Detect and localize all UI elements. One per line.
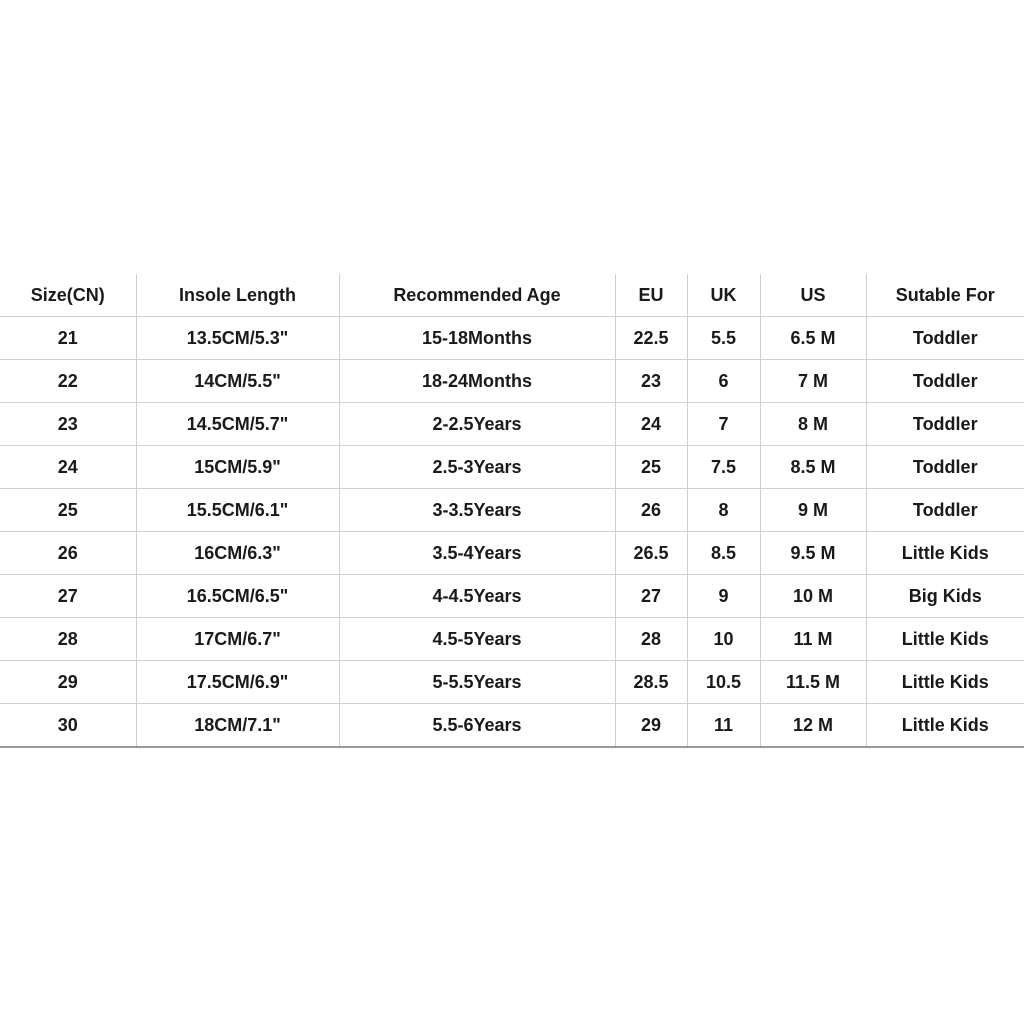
suitable-for-header: Sutable For (866, 274, 1024, 317)
size-cn-cell: 22 (0, 360, 136, 403)
size-cn-cell: 28 (0, 618, 136, 661)
insole-length-cell: 13.5CM/5.3" (136, 317, 339, 360)
table-row (0, 704, 1024, 748)
uk-size-cell: 10.5 (687, 661, 760, 704)
size-cn-cell: 24 (0, 446, 136, 489)
suitable-for-cell: Toddler (866, 360, 1024, 403)
size-cn-header: Size(CN) (0, 274, 136, 317)
uk-size-cell: 8 (687, 489, 760, 532)
insole-length-cell: 16CM/6.3" (136, 532, 339, 575)
us-size-cell: 10 M (760, 575, 866, 618)
suitable-for-cell: Little Kids (866, 661, 1024, 704)
uk-size-cell: 7 (687, 403, 760, 446)
eu-size-cell: 27 (615, 575, 687, 618)
recommended-age-cell: 2.5-3Years (339, 446, 615, 489)
insole-length-cell: 14CM/5.5" (136, 360, 339, 403)
us-size-cell: 9 M (760, 489, 866, 532)
header-row (0, 274, 1024, 317)
insole-length-cell: 16.5CM/6.5" (136, 575, 339, 618)
us-size-cell: 7 M (760, 360, 866, 403)
size-cn-cell: 30 (0, 704, 136, 748)
table-row (0, 360, 1024, 403)
insole-length-cell: 17CM/6.7" (136, 618, 339, 661)
suitable-for-cell: Toddler (866, 317, 1024, 360)
eu-size-cell: 24 (615, 403, 687, 446)
recommended-age-cell: 15-18Months (339, 317, 615, 360)
insole-length-cell: 14.5CM/5.7" (136, 403, 339, 446)
recommended-age-cell: 5-5.5Years (339, 661, 615, 704)
recommended-age-cell: 4.5-5Years (339, 618, 615, 661)
insole-length-cell: 17.5CM/6.9" (136, 661, 339, 704)
suitable-for-cell: Little Kids (866, 532, 1024, 575)
uk-size-cell: 8.5 (687, 532, 760, 575)
us-header: US (760, 274, 866, 317)
insole-length-header: Insole Length (136, 274, 339, 317)
size-chart-table (0, 274, 1024, 748)
us-size-cell: 8.5 M (760, 446, 866, 489)
table-row (0, 661, 1024, 704)
suitable-for-cell: Toddler (866, 446, 1024, 489)
suitable-for-cell: Toddler (866, 489, 1024, 532)
size-cn-cell: 21 (0, 317, 136, 360)
us-size-cell: 8 M (760, 403, 866, 446)
uk-size-cell: 9 (687, 575, 760, 618)
us-size-cell: 11 M (760, 618, 866, 661)
suitable-for-cell: Big Kids (866, 575, 1024, 618)
recommended-age-cell: 3.5-4Years (339, 532, 615, 575)
size-cn-cell: 25 (0, 489, 136, 532)
uk-size-cell: 5.5 (687, 317, 760, 360)
size-chart-header (0, 274, 1024, 317)
recommended-age-cell: 3-3.5Years (339, 489, 615, 532)
uk-size-cell: 10 (687, 618, 760, 661)
us-size-cell: 11.5 M (760, 661, 866, 704)
suitable-for-cell: Little Kids (866, 704, 1024, 748)
recommended-age-cell: 18-24Months (339, 360, 615, 403)
us-size-cell: 6.5 M (760, 317, 866, 360)
eu-size-cell: 26 (615, 489, 687, 532)
eu-size-cell: 28.5 (615, 661, 687, 704)
uk-size-cell: 6 (687, 360, 760, 403)
uk-size-cell: 11 (687, 704, 760, 748)
eu-size-cell: 28 (615, 618, 687, 661)
eu-size-cell: 25 (615, 446, 687, 489)
table-row (0, 317, 1024, 360)
size-cn-cell: 26 (0, 532, 136, 575)
table-row (0, 489, 1024, 532)
eu-size-cell: 29 (615, 704, 687, 748)
eu-size-cell: 22.5 (615, 317, 687, 360)
suitable-for-cell: Toddler (866, 403, 1024, 446)
table-row (0, 403, 1024, 446)
uk-header: UK (687, 274, 760, 317)
size-cn-cell: 29 (0, 661, 136, 704)
table-row (0, 575, 1024, 618)
insole-length-cell: 15CM/5.9" (136, 446, 339, 489)
recommended-age-cell: 4-4.5Years (339, 575, 615, 618)
recommended-age-cell: 5.5-6Years (339, 704, 615, 748)
size-cn-cell: 23 (0, 403, 136, 446)
eu-header: EU (615, 274, 687, 317)
us-size-cell: 9.5 M (760, 532, 866, 575)
recommended-age-cell: 2-2.5Years (339, 403, 615, 446)
size-chart-body (0, 317, 1024, 748)
suitable-for-cell: Little Kids (866, 618, 1024, 661)
recommended-age-header: Recommended Age (339, 274, 615, 317)
insole-length-cell: 18CM/7.1" (136, 704, 339, 748)
us-size-cell: 12 M (760, 704, 866, 748)
eu-size-cell: 26.5 (615, 532, 687, 575)
table-row (0, 618, 1024, 661)
uk-size-cell: 7.5 (687, 446, 760, 489)
insole-length-cell: 15.5CM/6.1" (136, 489, 339, 532)
table-row (0, 446, 1024, 489)
size-cn-cell: 27 (0, 575, 136, 618)
eu-size-cell: 23 (615, 360, 687, 403)
table-row (0, 532, 1024, 575)
